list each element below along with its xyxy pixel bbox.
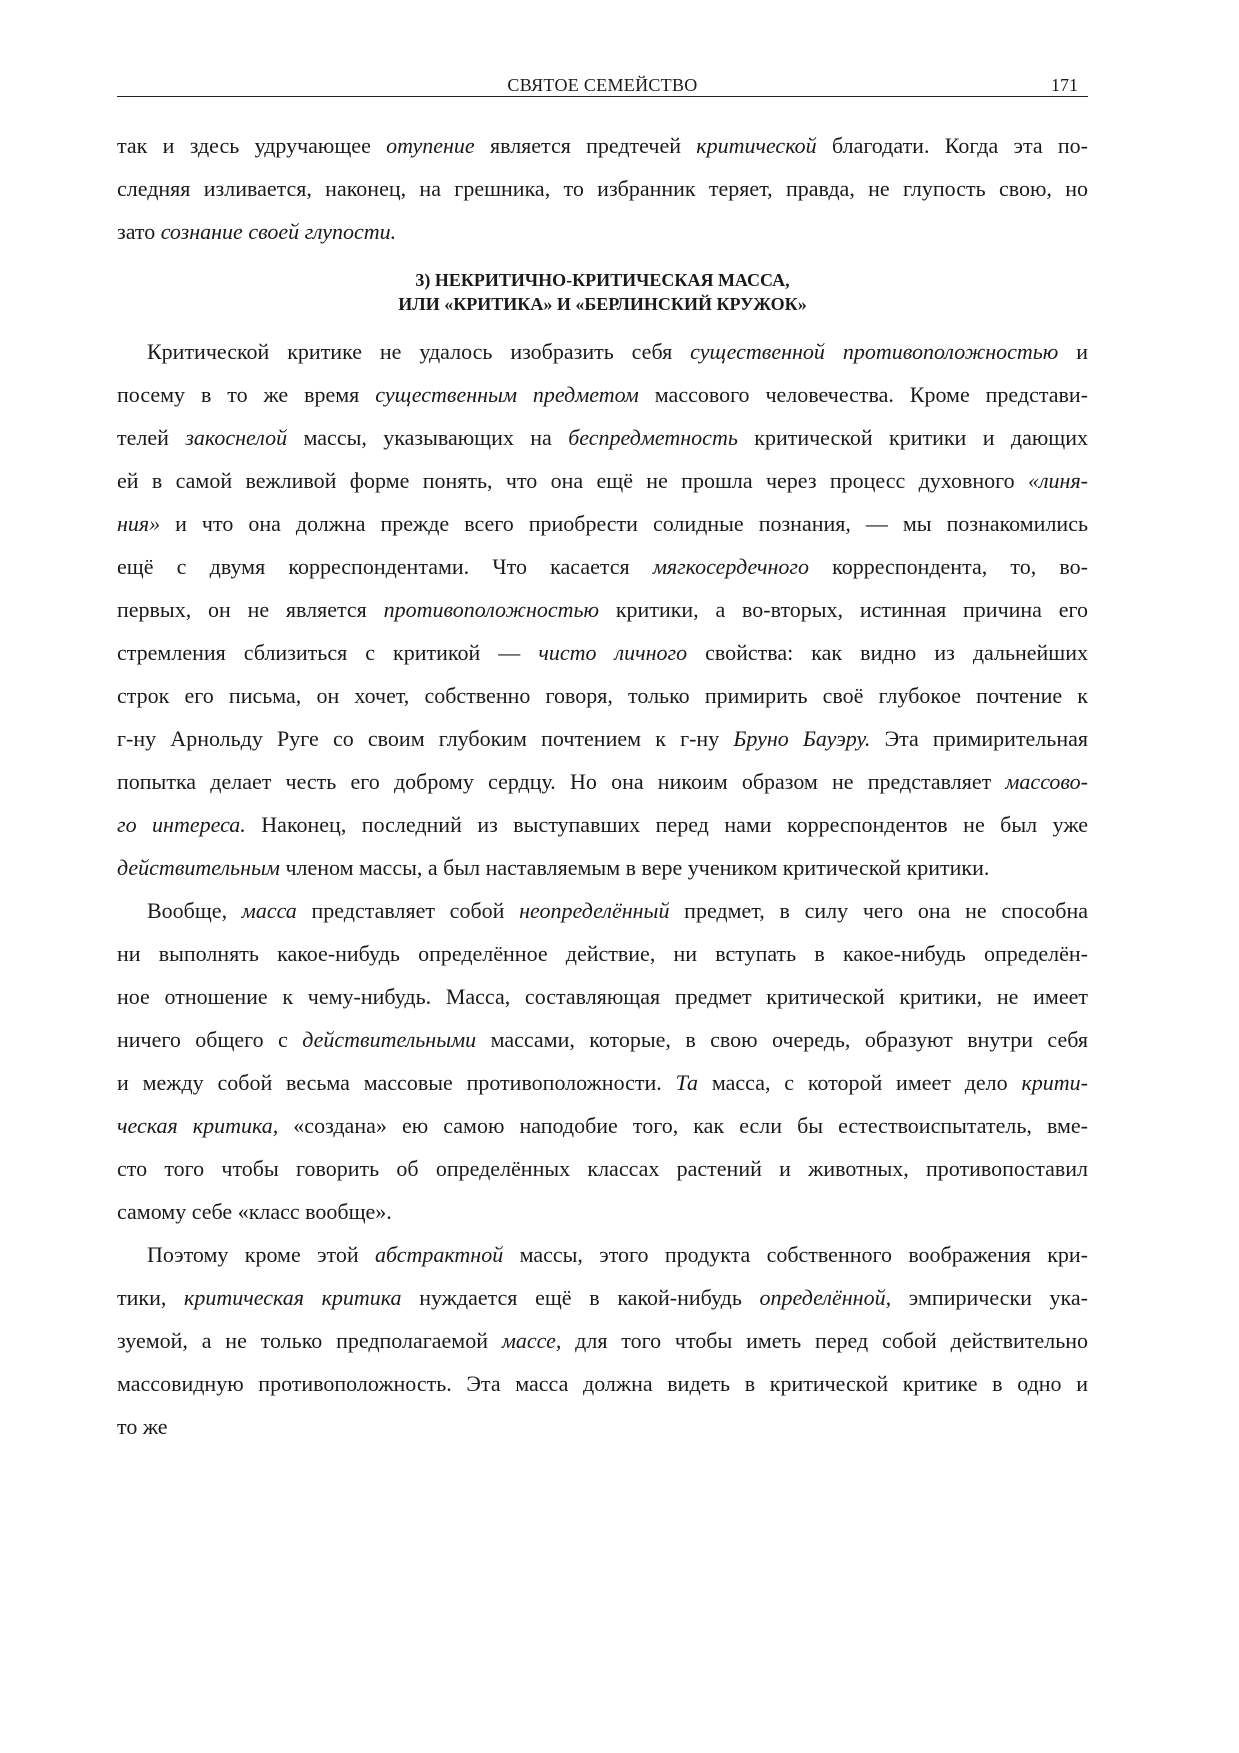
text-line (117, 416, 1088, 459)
italic-emphasis: ния» (117, 511, 161, 536)
text-line (117, 889, 1088, 932)
italic-emphasis: Та (675, 1070, 699, 1095)
italic-emphasis: существенным предметом (375, 382, 639, 407)
italic-emphasis: определённой, (759, 1285, 892, 1310)
italic-emphasis: закоснелой (185, 425, 288, 450)
text-run: ное отношение к чему-нибудь. Масса, составляющая предмет критической критики, не имеет (117, 984, 1088, 1009)
text-line (117, 545, 1088, 588)
italic-emphasis: беспредметность (568, 425, 738, 450)
text-run: и (1058, 339, 1088, 364)
text-run: первых, он не является (117, 597, 384, 622)
text-run: свойства: как видно из дальнейших (687, 640, 1089, 665)
text-run: массового человечества. Кроме представи- (638, 382, 1089, 407)
text-run: ничего общего с (117, 1027, 303, 1052)
text-run: посему в то же время (117, 382, 376, 407)
text-line (117, 210, 1088, 253)
text-run: строк его письма, он хочет, собственно говоря, только примирить своё глубокое почтение к (117, 683, 1088, 708)
text-run: членом массы, а был наставляемым в вере учеником критической критики. (279, 855, 990, 880)
text-run: Поэтому кроме этой (147, 1242, 375, 1267)
text-line (117, 124, 1088, 167)
text-line (117, 459, 1088, 502)
text-line (117, 674, 1088, 717)
text-run: критической критики и дающих (737, 425, 1088, 450)
text-run: и что она должна прежде всего приобрести солидные познания, — мы познакомились (160, 511, 1088, 536)
text-line (117, 373, 1088, 416)
italic-emphasis: масса (241, 898, 297, 923)
text-run: корреспондента, то, во- (808, 554, 1088, 579)
text-run: масса, с которой имеет дело (698, 1070, 1022, 1095)
text-run: Критической критике не удалось изобразить себя (147, 339, 691, 364)
text-run: самому себе «класс вообще». (117, 1199, 392, 1224)
italic-emphasis: противоположностью (383, 597, 600, 622)
text-run: ни выполнять какое-нибудь определённое действие, ни вступать в какое-нибудь определён- (117, 941, 1088, 966)
text-run: попытка делает честь его доброму сердцу. Но она никоим образом не представляет (117, 769, 1006, 794)
italic-emphasis: го интереса. (117, 812, 246, 837)
text-line (117, 803, 1088, 846)
text-line (117, 330, 1088, 373)
italic-emphasis: крити- (1021, 1070, 1088, 1095)
text-run: массовидную противоположность. Эта масса должна видеть в критической критике в одно и (117, 1371, 1088, 1396)
running-header (117, 74, 1088, 97)
text-run: массы, указывающих на (287, 425, 569, 450)
text-run: ей в самой вежливой форме понять, что она ещё не прошла через процесс духовного (117, 468, 1028, 493)
text-run: Вообще, (147, 898, 242, 923)
text-line (117, 975, 1088, 1018)
text-run: телей (117, 425, 186, 450)
italic-emphasis: ческая критика, (117, 1113, 279, 1138)
text-run: стремления сблизиться с критикой — (117, 640, 539, 665)
italic-emphasis: действительным (117, 855, 280, 880)
section-heading-line-1: 3) НЕКРИТИЧНО-КРИТИЧЕСКАЯ МАССА, (415, 270, 790, 290)
italic-emphasis: чисто личного (538, 640, 688, 665)
text-line (117, 1319, 1088, 1362)
text-line (117, 1018, 1088, 1061)
text-line (117, 1405, 1088, 1448)
italic-emphasis: существенной противоположностью (690, 339, 1059, 364)
text-line (117, 1190, 1088, 1233)
text-run: Эта примирительная (870, 726, 1088, 751)
italic-emphasis: неопределённый (519, 898, 670, 923)
text-run: «создана» ею самою наподобие того, как если бы естествоиспытатель, вме- (278, 1113, 1088, 1138)
text-run: благодати. Когда эта по- (816, 133, 1088, 158)
text-run: зуемой, а не только предполагаемой (117, 1328, 502, 1353)
text-run: является предтечей (474, 133, 697, 158)
italic-emphasis: «линя- (1027, 468, 1088, 493)
section-heading (117, 268, 1088, 316)
text-run: массы, этого продукта собственного воображения кри- (503, 1242, 1088, 1267)
intro-text (117, 124, 1088, 253)
text-run: предмет, в силу чего она не способна (669, 898, 1088, 923)
italic-emphasis: массово- (1005, 769, 1088, 794)
italic-emphasis: отупение (386, 133, 475, 158)
paragraph (117, 1233, 1088, 1448)
text-line (117, 1362, 1088, 1405)
text-line (117, 167, 1088, 210)
section-heading-line-2: ИЛИ «КРИТИКА» И «БЕРЛИНСКИЙ КРУЖОК» (398, 294, 807, 314)
text-line (117, 846, 1088, 889)
text-run: г-ну Арнольду Руге со своим глубоким почтением к г-ну (117, 726, 734, 751)
body-paragraphs (117, 330, 1088, 1448)
text-run: ещё с двумя корреспондентами. Что касается (117, 554, 653, 579)
text-run: массами, которые, в свою очередь, образуют внутри себя (476, 1027, 1088, 1052)
page-number: 171 (1051, 75, 1078, 95)
text-run: критики, а во-вторых, истинная причина его (599, 597, 1088, 622)
text-line (117, 1104, 1088, 1147)
italic-emphasis: массе, (501, 1328, 562, 1353)
text-line (117, 717, 1088, 760)
text-run: и между собой весьма массовые противоположности. (117, 1070, 676, 1095)
text-run: зато (117, 219, 161, 244)
italic-emphasis: действительными (302, 1027, 477, 1052)
text-line (117, 588, 1088, 631)
text-line (117, 760, 1088, 803)
text-run: то же (117, 1414, 168, 1439)
text-line (117, 1233, 1088, 1276)
header-title: СВЯТОЕ СЕМЕЙСТВО (507, 75, 698, 95)
paragraph (117, 889, 1088, 1233)
text-line (117, 631, 1088, 674)
text-run: Наконец, последний из выступавших перед нами корреспондентов не был уже (245, 812, 1089, 837)
text-run: нуждается ещё в какой-нибудь (401, 1285, 760, 1310)
italic-emphasis: абстрактной (374, 1242, 504, 1267)
text-line (117, 932, 1088, 975)
text-run: сто того чтобы говорить об определённых классах растений и животных, противопоставил (117, 1156, 1088, 1181)
italic-emphasis: сознание своей глупости. (160, 219, 397, 244)
text-run: так и здесь удручающее (117, 133, 387, 158)
text-run: тики, (117, 1285, 185, 1310)
text-run: представляет собой (296, 898, 520, 923)
italic-emphasis: критическая критика (184, 1285, 402, 1310)
text-line (117, 1147, 1088, 1190)
text-line (117, 1061, 1088, 1104)
text-run: эмпирически ука- (891, 1285, 1088, 1310)
text-run: для того чтобы иметь перед собой действительно (561, 1328, 1088, 1353)
text-line (117, 502, 1088, 545)
italic-emphasis: Бруно Бауэру. (733, 726, 871, 751)
italic-emphasis: критической (696, 133, 817, 158)
text-run: следняя изливается, наконец, на грешника, то избранник теряет, правда, не глупость свою, но (117, 176, 1088, 201)
paragraph (117, 330, 1088, 889)
italic-emphasis: мягкосердечного (652, 554, 809, 579)
text-line (117, 1276, 1088, 1319)
